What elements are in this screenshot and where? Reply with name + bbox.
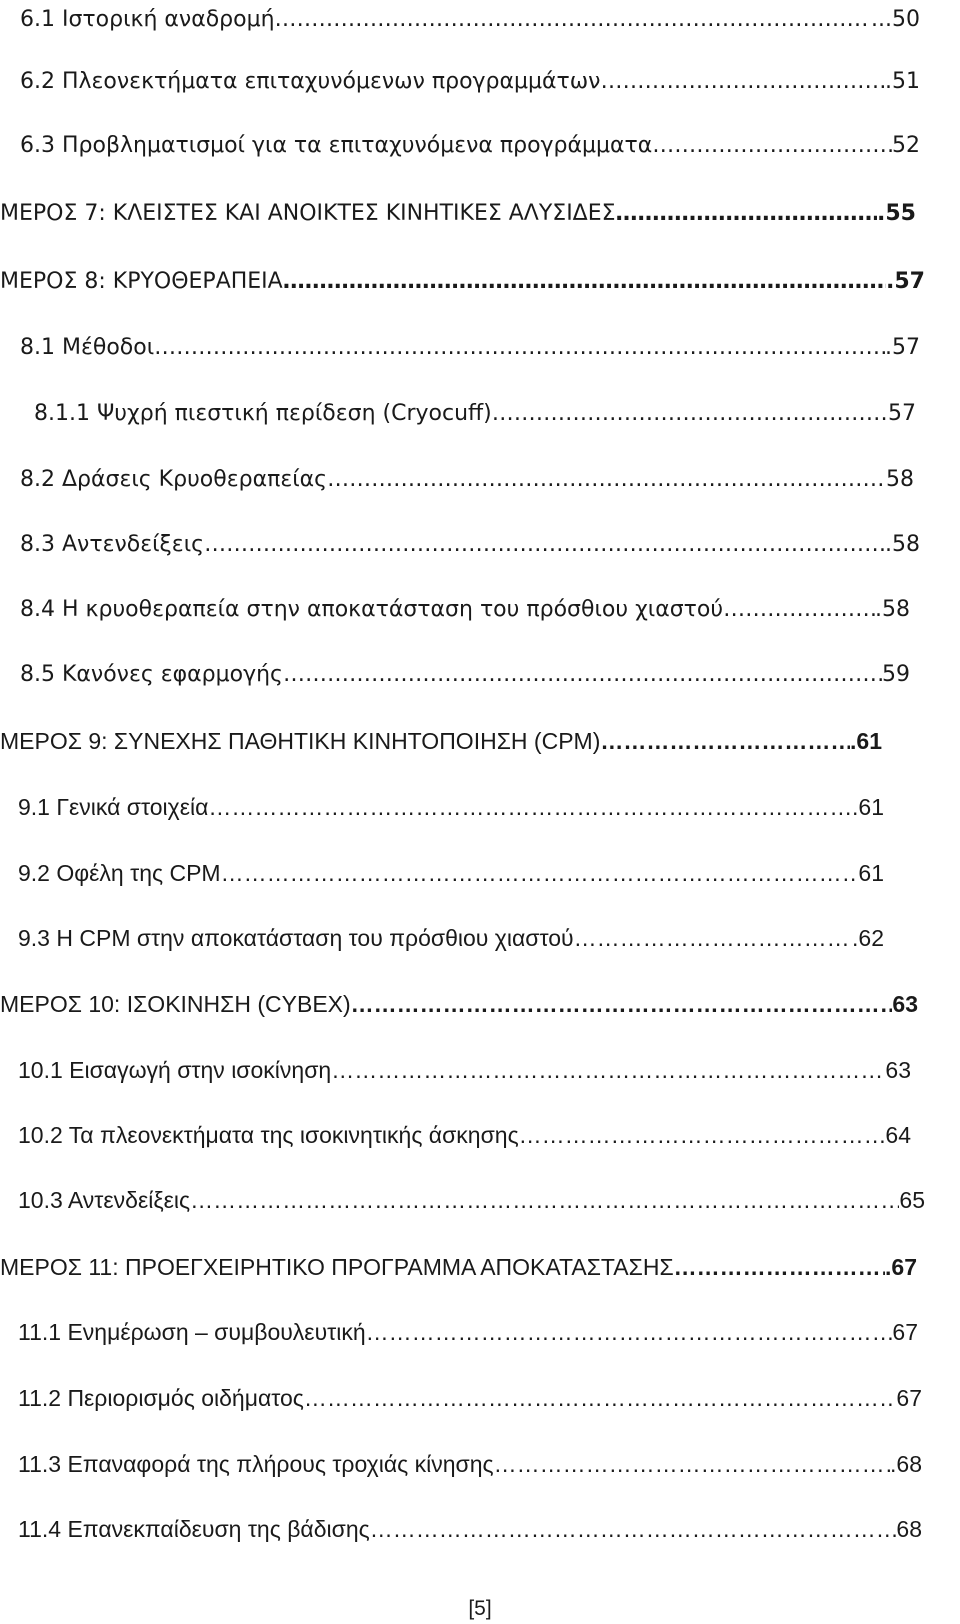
toc-entry-11-1	[18, 1314, 918, 1350]
toc-entry-label: ΜΕΡΟΣ 10: ΙΣΟΚΙΝΗΣΗ (CYBEX)	[0, 991, 351, 1017]
toc-entry-page: 58	[886, 467, 914, 492]
toc-entry-page: 52	[892, 133, 920, 158]
toc-entry-label: 6.1 Ιστορική αναδρομή	[20, 7, 275, 32]
toc-entry-page: 67	[892, 1319, 918, 1345]
toc-entry-label: 9.3 Η CPM στην αποκατάσταση του πρόσθιου χιαστού	[18, 925, 574, 951]
toc-entry-11-2	[18, 1380, 922, 1416]
toc-leader-dots	[190, 1182, 899, 1218]
toc-entry-9-2	[18, 855, 884, 891]
toc-entry-page: 61	[858, 860, 884, 886]
toc-entry-page: .51	[885, 69, 920, 94]
toc-entry-page: .62	[852, 925, 884, 951]
toc-entry-8-3	[20, 527, 920, 563]
toc-entry-label: 10.3 Αντενδείξεις	[18, 1187, 191, 1213]
toc-entry-page: .67	[885, 1254, 917, 1280]
toc-leader-dots	[208, 789, 852, 825]
toc-entry-label: 8.3 Αντενδείξεις	[20, 532, 205, 557]
toc-leader-dots	[351, 986, 893, 1022]
toc-entry-page: .61	[850, 728, 882, 754]
toc-entry-page: ...50	[871, 7, 920, 32]
toc-entry-10-3	[18, 1182, 925, 1218]
toc-entry-page: .57	[885, 335, 920, 360]
toc-entry-page: 64	[885, 1122, 911, 1148]
toc-leader-dots	[616, 196, 877, 232]
toc-entry-page: 59	[882, 662, 910, 687]
toc-entry-label: 8.1 Μέθοδοι	[20, 335, 155, 360]
toc-leader-dots	[674, 1249, 885, 1285]
toc-entry-part-11	[0, 1249, 917, 1285]
toc-entry-page: 65	[899, 1187, 925, 1213]
toc-leader-dots	[331, 1052, 885, 1088]
toc-leader-dots	[275, 2, 871, 38]
toc-entry-part-9	[0, 723, 882, 759]
toc-entry-page: .57	[886, 269, 925, 294]
toc-entry-11-3	[18, 1446, 922, 1482]
toc-entry-label: ΜΕΡΟΣ 9: ΣΥΝΕΧΗΣ ΠΑΘΗΤΙΚΗ ΚΙΝΗΤΟΠΟΙΗΣΗ (CPM)	[0, 728, 601, 754]
toc-leader-dots	[494, 1446, 890, 1482]
toc-entry-6-1	[20, 2, 920, 38]
toc-entry-page: .68	[890, 1451, 922, 1477]
toc-leader-dots	[366, 1314, 893, 1350]
toc-entry-label: 8.1.1 Ψυχρή πιεστική περίδεση (Cryocuff)	[34, 401, 492, 426]
toc-entry-8-4	[20, 592, 910, 628]
toc-entry-page: .61	[852, 794, 884, 820]
toc-entry-label: 6.3 Προβληματισμοί για τα επιταχυνόμενα προγράμματα	[20, 133, 653, 158]
toc-entry-label: ΜΕΡΟΣ 8: ΚΡΥΟΘΕΡΑΠΕΙΑ	[0, 269, 283, 294]
toc-leader-dots	[304, 1380, 897, 1416]
toc-leader-dots	[154, 330, 885, 366]
toc-leader-dots	[204, 527, 885, 563]
toc-entry-part-7	[0, 196, 916, 232]
page-number: [5]	[468, 1597, 492, 1620]
toc-entry-label: 11.3 Επαναφορά της πλήρους τροχιάς κίνησης	[18, 1451, 494, 1477]
toc-entry-label: 9.2 Οφέλη της CPM	[18, 860, 221, 886]
toc-entry-part-8	[0, 264, 925, 300]
toc-entry-label: ΜΕΡΟΣ 11: ΠΡΟΕΓΧΕΙΡΗΤΙΚΟ ΠΡΟΓΡΑΜΜΑ ΑΠΟΚΑΤΑΣΤΑΣΗΣ	[0, 1254, 674, 1280]
toc-entry-page: 67	[896, 1385, 922, 1411]
toc-leader-dots	[283, 657, 882, 693]
toc-entry-label: 8.5 Κανόνες εφαρμογής	[20, 662, 283, 687]
toc-entry-label: 10.2 Τα πλεονεκτήματα της ισοκινητικής άσκησης	[18, 1122, 519, 1148]
toc-entry-page: 68	[896, 1516, 922, 1542]
toc-leader-dots	[574, 920, 852, 956]
toc-leader-dots	[600, 723, 850, 759]
toc-entry-page: .55	[877, 201, 916, 226]
toc-entry-label: 6.2 Πλεονεκτήματα επιταχυνόμενων προγραμμάτων	[20, 69, 601, 94]
toc-entry-page: 63	[885, 1057, 911, 1083]
toc-entry-label: 11.4 Επανεκπαίδευση της βάδισης	[18, 1516, 370, 1542]
toc-entry-label: ΜΕΡΟΣ 7: ΚΛΕΙΣΤΕΣ ΚΑΙ ΑΝΟΙΚΤΕΣ ΚΙΝΗΤΙΚΕΣ ΑΛΥΣΙΔΕΣ	[0, 201, 616, 226]
toc-entry-6-2	[20, 64, 920, 100]
toc-entry-label: 11.1 Ενημέρωση – συμβουλευτική	[18, 1319, 366, 1345]
toc-leader-dots	[723, 592, 875, 628]
toc-entry-8-5	[20, 657, 910, 693]
toc-entry-6-3	[20, 128, 920, 164]
toc-entry-10-1	[18, 1052, 911, 1088]
toc-entry-page: 63	[892, 991, 918, 1017]
toc-entry-8-2	[20, 462, 914, 498]
toc-entry-11-4	[18, 1511, 922, 1547]
toc-leader-dots	[370, 1511, 897, 1547]
toc-entry-8-1	[20, 330, 920, 366]
toc-leader-dots	[283, 264, 886, 300]
toc-leader-dots	[221, 855, 859, 891]
toc-entry-label: 8.2 Δράσεις Κρυοθεραπείας	[20, 467, 328, 492]
toc-leader-dots	[600, 64, 885, 100]
toc-entry-label: 11.2 Περιορισμός οιδήματος	[18, 1385, 304, 1411]
toc-entry-label: 9.1 Γενικά στοιχεία	[18, 794, 209, 820]
toc-entry-part-10	[0, 986, 918, 1022]
toc-entry-label: 8.4 Η κρυοθεραπεία στην αποκατάσταση του πρόσθιου χιαστού	[20, 597, 724, 622]
toc-leader-dots	[652, 128, 892, 164]
toc-leader-dots	[519, 1117, 886, 1153]
toc-entry-page: .58	[875, 597, 910, 622]
toc-entry-9-3	[18, 920, 884, 956]
toc-entry-page: .58	[885, 532, 920, 557]
toc-leader-dots	[327, 462, 886, 498]
toc-entry-8-1-1	[34, 396, 916, 432]
toc-entry-10-2	[18, 1117, 911, 1153]
toc-entry-page: 57	[888, 401, 916, 426]
toc-entry-9-1	[18, 789, 884, 825]
toc-entry-label: 10.1 Εισαγωγή στην ισοκίνηση	[18, 1057, 332, 1083]
toc-leader-dots	[492, 396, 888, 432]
